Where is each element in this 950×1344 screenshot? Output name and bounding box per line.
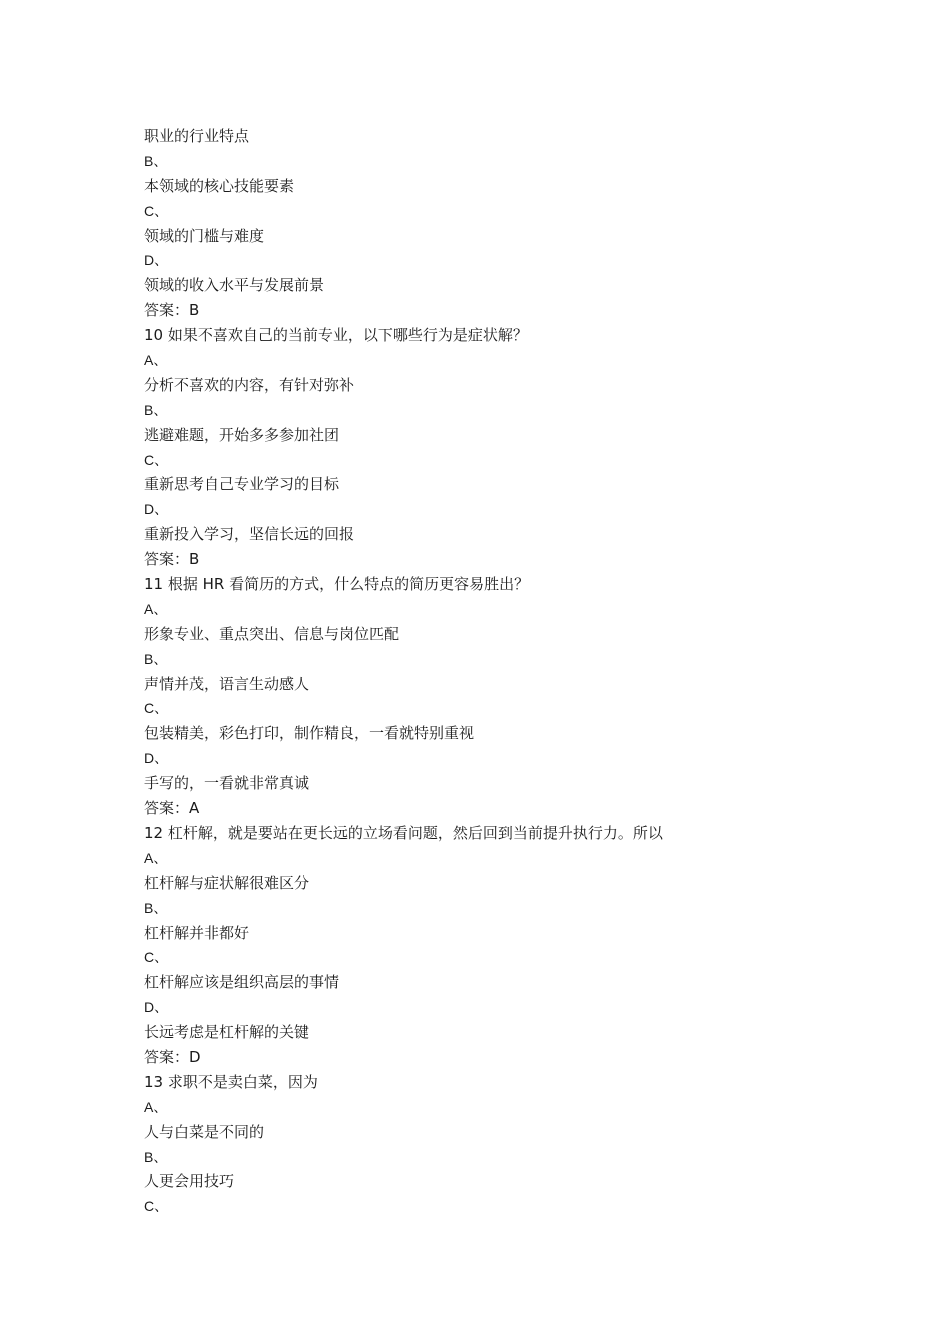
text-line: 包装精美，彩色打印，制作精良，一看就特别重视 <box>144 724 475 743</box>
option-label: B、 <box>144 899 168 916</box>
question-line: 12 杠杆解，就是要站在更长远的立场看问题，然后回到当前提升执行力。所以 <box>144 823 663 842</box>
text-line: 领域的门槛与难度 <box>144 226 265 245</box>
option-label: D、 <box>144 501 169 518</box>
text-line: 形象专业、重点突出、信息与岗位匹配 <box>144 624 400 643</box>
option-label: D、 <box>144 252 169 269</box>
text-line: 杠杆解应该是组织高层的事情 <box>144 973 340 992</box>
text-line: 重新投入学习，坚信长远的回报 <box>144 525 355 544</box>
text-line: 手写的，一看就非常真诚 <box>144 774 310 793</box>
text-line: 领域的收入水平与发展前景 <box>144 276 325 295</box>
answer-line: 答案：B <box>144 301 200 320</box>
text-line: 人与白菜是不同的 <box>144 1122 265 1141</box>
question-line: 10 如果不喜欢自己的当前专业，以下哪些行为是症状解？ <box>144 326 528 345</box>
option-label: B、 <box>144 152 168 169</box>
text-line: 逃避难题，开始多多参加社团 <box>144 425 340 444</box>
option-label: A、 <box>144 600 168 617</box>
option-label: A、 <box>144 849 168 866</box>
question-line: 13 求职不是卖白菜，因为 <box>144 1072 318 1091</box>
option-label: D、 <box>144 750 169 767</box>
option-label: A、 <box>144 352 168 369</box>
answer-line: 答案：A <box>144 799 200 818</box>
option-label: D、 <box>144 999 169 1016</box>
answer-line: 答案：B <box>144 550 200 569</box>
option-label: B、 <box>144 401 168 418</box>
text-line: 声情并茂，语言生动感人 <box>144 674 310 693</box>
option-label: B、 <box>144 1148 168 1165</box>
question-line: 11 根据 HR 看简历的方式，什么特点的简历更容易胜出？ <box>144 575 530 594</box>
option-label: A、 <box>144 1098 168 1115</box>
text-line: 分析不喜欢的内容，有针对弥补 <box>144 375 355 394</box>
text-line: 重新思考自己专业学习的目标 <box>144 475 340 494</box>
text-line: 杠杆解并非都好 <box>144 923 250 942</box>
text-line: 职业的行业特点 <box>144 127 250 145</box>
text-line: 人更会用技巧 <box>144 1172 235 1191</box>
text-line: 杠杆解与症状解很难区分 <box>144 873 310 892</box>
option-label: B、 <box>144 650 168 667</box>
option-label: C、 <box>144 949 169 966</box>
answer-line: 答案：D <box>144 1047 201 1066</box>
option-label: C、 <box>144 202 169 219</box>
option-label: C、 <box>144 451 169 468</box>
document-body <box>144 124 844 1219</box>
option-label: C、 <box>144 1198 169 1215</box>
text-line: 本领域的核心技能要素 <box>144 176 295 195</box>
option-label: C、 <box>144 700 169 717</box>
text-line: 长远考虑是杠杆解的关键 <box>144 1023 310 1042</box>
